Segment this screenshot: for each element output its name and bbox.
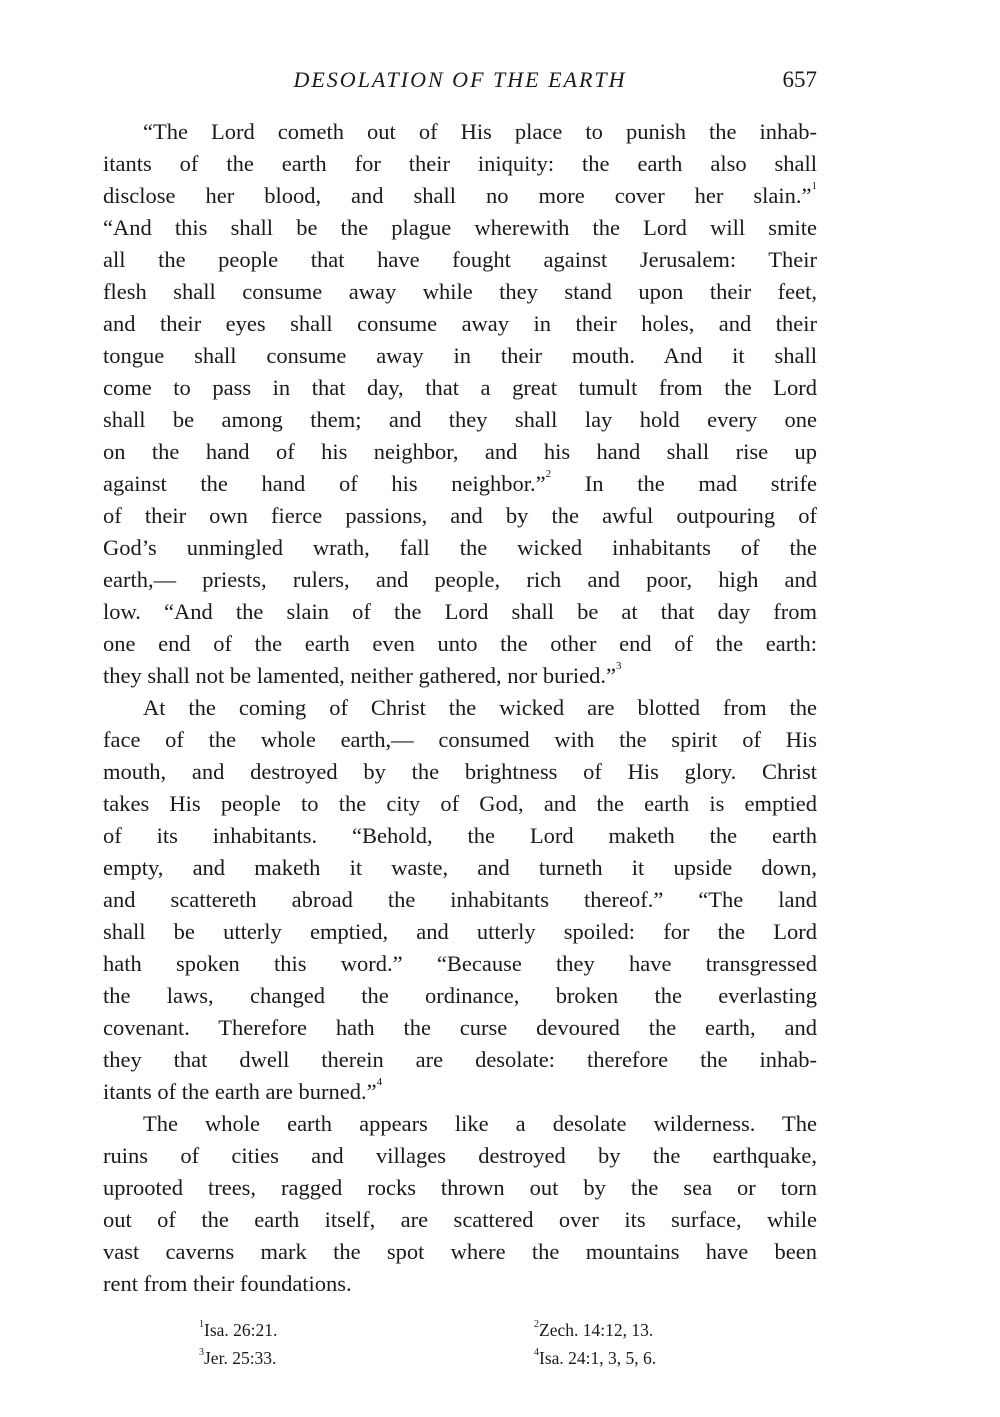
text-line [103, 628, 817, 660]
line-text: ruins of cities and villages destroyed by the earthquake, [103, 1143, 817, 1168]
text-line [103, 212, 817, 244]
line-text: they that dwell therein are desolate: therefore the inhab- [103, 1047, 817, 1072]
text-line [103, 1172, 817, 1204]
footnote [199, 1346, 534, 1370]
text-line [103, 980, 817, 1012]
line-text: “And this shall be the plague wherewith the Lord will smite [103, 215, 817, 240]
footnote-mark: 2 [545, 468, 552, 480]
page-number: 657 [782, 67, 817, 92]
line-text: takes His people to the city of God, and the earth is emptied [103, 791, 817, 816]
text-line [103, 724, 817, 756]
line-text: shall be utterly emptied, and utterly spoiled: for the Lord [103, 919, 817, 944]
line-text: and their eyes shall consume away in their holes, and their [103, 311, 817, 336]
running-title: DESOLATION OF THE EARTH [293, 67, 627, 92]
paragraph [103, 116, 817, 692]
line-text: against the hand of his neighbor.” [103, 471, 546, 496]
book-page [103, 62, 817, 1370]
line-text: shall be among them; and they shall lay hold every one [103, 407, 817, 432]
text-line [103, 564, 817, 596]
footnote-number: 2 [534, 1319, 539, 1330]
text-line [103, 1204, 817, 1236]
text-line [103, 1268, 817, 1300]
text-line [103, 1044, 817, 1076]
line-text: come to pass in that day, that a great tumult from the Lord [103, 375, 817, 400]
line-text: In the mad strife [551, 471, 817, 496]
footnote-mark: 4 [376, 1076, 383, 1088]
line-text: on the hand of his neighbor, and his hand shall rise up [103, 439, 817, 464]
line-text: “The Lord cometh out of His place to punish the inhab- [143, 119, 817, 144]
text-line [103, 500, 817, 532]
text-line [103, 948, 817, 980]
text-line [103, 372, 817, 404]
text-line [103, 148, 817, 180]
text-line [103, 1076, 817, 1108]
footnote-reference: Isa. 24:1, 3, 5, 6. [539, 1348, 657, 1368]
paragraph [103, 1108, 817, 1300]
text-line [103, 660, 817, 692]
line-text: they shall not be lamented, neither gathered, nor buried.” [103, 663, 616, 688]
text-line [103, 1236, 817, 1268]
footnote [199, 1318, 534, 1342]
text-line [103, 1012, 817, 1044]
text-line [103, 308, 817, 340]
text-line [103, 884, 817, 916]
text-line [103, 180, 817, 212]
line-text: low. “And the slain of the Lord shall be at that day from [103, 599, 817, 624]
line-text: of their own fierce passions, and by the awful outpouring of [103, 503, 817, 528]
text-line [103, 596, 817, 628]
footnote-reference: Isa. 26:21. [204, 1320, 278, 1340]
line-text: At the coming of Christ the wicked are blotted from the [143, 695, 817, 720]
footnote-number: 4 [534, 1347, 539, 1358]
line-text: God’s unmingled wrath, fall the wicked inhabitants of the [103, 535, 817, 560]
line-text: mouth, and destroyed by the brightness of His glory. Christ [103, 759, 817, 784]
text-line [103, 244, 817, 276]
footnote-number: 1 [199, 1319, 204, 1330]
line-text: empty, and maketh it waste, and turneth it upside down, [103, 855, 817, 880]
line-text: out of the earth itself, are scattered over its surface, while [103, 1207, 817, 1232]
text-line [103, 468, 817, 500]
line-text: rent from their foundations. [103, 1271, 352, 1296]
text-line [103, 436, 817, 468]
text-line [103, 852, 817, 884]
footnote [534, 1346, 814, 1370]
text-line [103, 340, 817, 372]
text-line [103, 404, 817, 436]
footnote [534, 1318, 814, 1342]
footnote-mark: 3 [615, 660, 622, 672]
line-text: uprooted trees, ragged rocks thrown out by the sea or torn [103, 1175, 817, 1200]
text-line [103, 756, 817, 788]
footnote-reference: Jer. 25:33. [204, 1348, 277, 1368]
body-text [103, 116, 817, 1300]
line-text: tongue shall consume away in their mouth. And it shall [103, 343, 817, 368]
text-line [103, 276, 817, 308]
line-text: disclose her blood, and shall no more cover her slain.” [103, 183, 812, 208]
line-text: all the people that have fought against Jerusalem: Their [103, 247, 817, 272]
paragraph [103, 692, 817, 1108]
line-text: the laws, changed the ordinance, broken the everlasting [103, 983, 817, 1008]
footnote-number: 3 [199, 1347, 204, 1358]
line-text: face of the whole earth,— consumed with the spirit of His [103, 727, 817, 752]
footnote-mark: 1 [811, 180, 817, 192]
text-line [103, 1108, 817, 1140]
line-text: itants of the earth for their iniquity: the earth also shall [103, 151, 817, 176]
line-text: vast caverns mark the spot where the mountains have been [103, 1239, 817, 1264]
line-text: one end of the earth even unto the other end of the earth: [103, 631, 817, 656]
text-line [103, 1140, 817, 1172]
text-line [103, 532, 817, 564]
text-line [103, 820, 817, 852]
line-text: itants of the earth are burned.” [103, 1079, 377, 1104]
text-line [103, 116, 817, 148]
text-line [103, 788, 817, 820]
line-text: hath spoken this word.” “Because they have transgressed [103, 951, 817, 976]
line-text: covenant. Therefore hath the curse devoured the earth, and [103, 1015, 817, 1040]
line-text: earth,— priests, rulers, and people, rich and poor, high and [103, 567, 817, 592]
running-header [103, 62, 817, 100]
text-line [103, 916, 817, 948]
line-text: of its inhabitants. “Behold, the Lord maketh the earth [103, 823, 817, 848]
line-text: and scattereth abroad the inhabitants thereof.” “The land [103, 887, 817, 912]
text-line [103, 692, 817, 724]
line-text: flesh shall consume away while they stand upon their feet, [103, 279, 817, 304]
footnotes [103, 1318, 817, 1370]
line-text: The whole earth appears like a desolate wilderness. The [143, 1111, 817, 1136]
footnote-reference: Zech. 14:12, 13. [539, 1320, 654, 1340]
